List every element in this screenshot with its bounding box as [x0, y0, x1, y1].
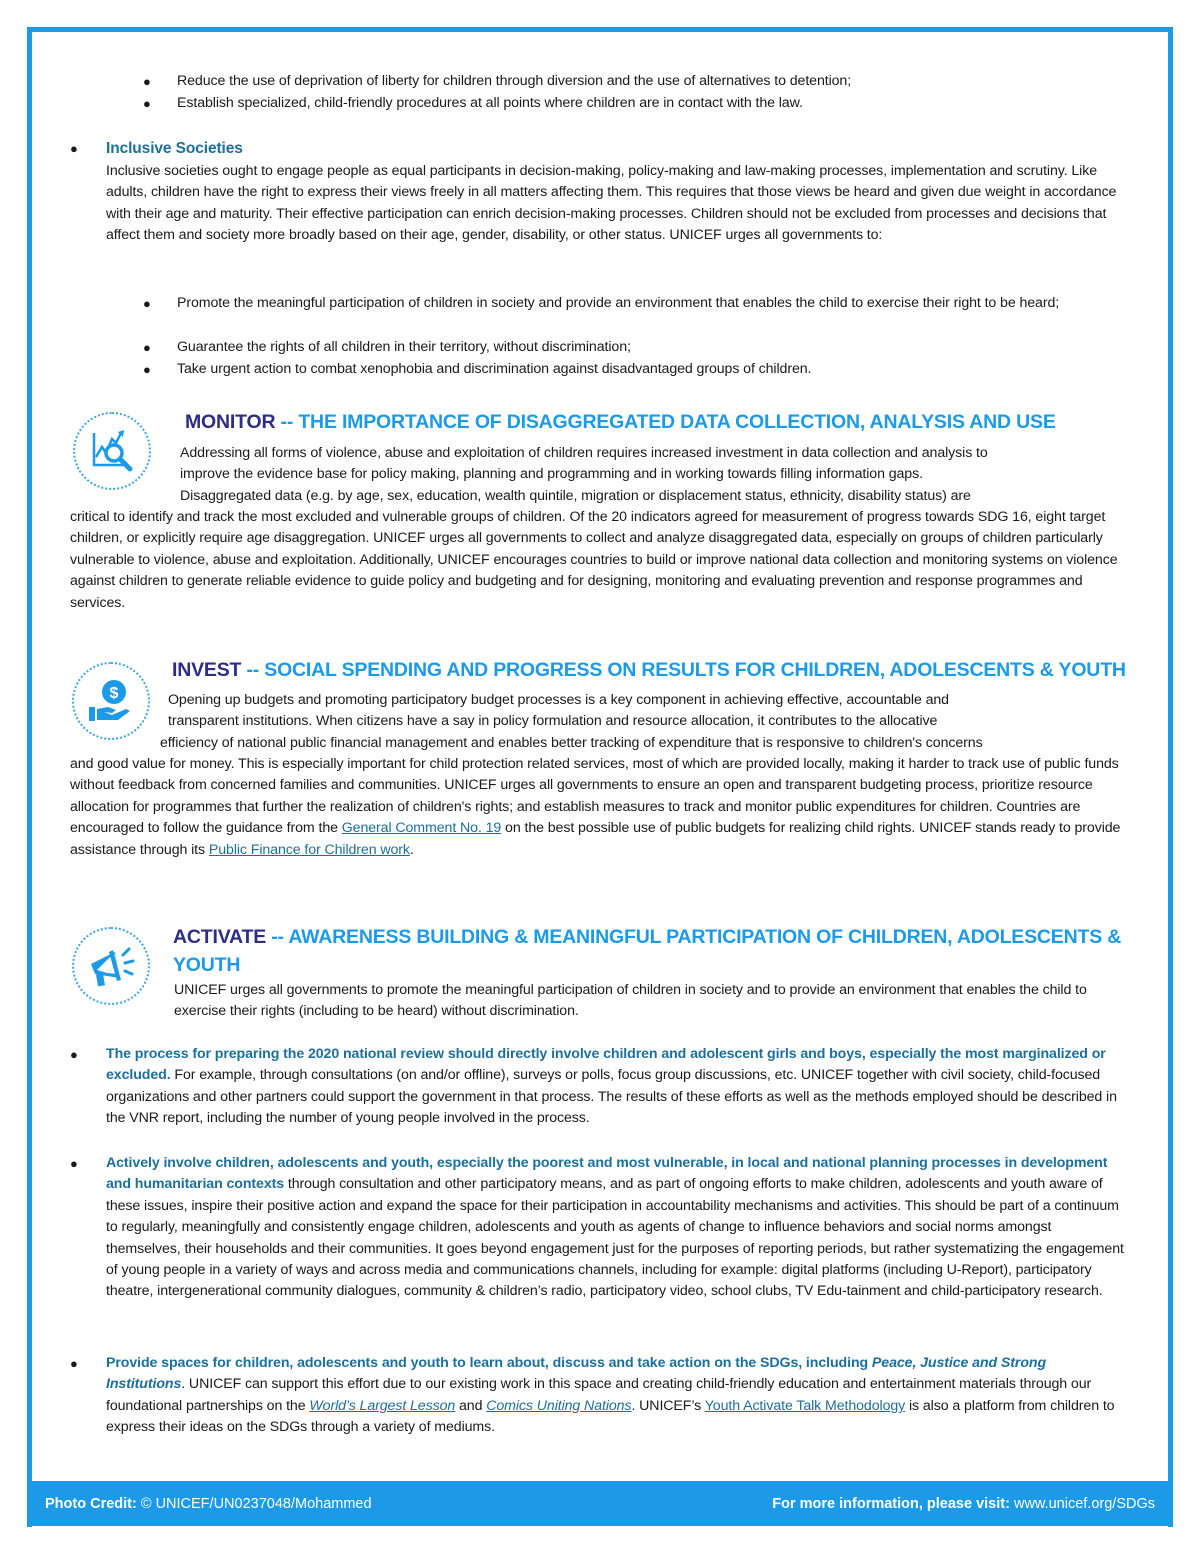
monitor-heading-rest: -- THE IMPORTANCE OF DISAGGREGATED DATA COLLECTION, ANALYSIS AND USE: [275, 411, 1056, 433]
invest-body: [70, 754, 1134, 861]
activate-bullet-3-text: and: [455, 1397, 487, 1414]
invest-line-3: efficiency of national public financial management and enables better tracking of expenditure that is responsive to children's concerns: [160, 735, 983, 751]
activate-heading-rest: -- AWARENESS BUILDING & MEANINGFUL PARTICIPATION OF CHILDREN, ADOLESCENTS & YOUTH: [173, 926, 1122, 976]
more-info: [772, 1496, 1155, 1512]
activate-bullet-2: [106, 1153, 1128, 1303]
bullet-dot: ●: [70, 1156, 78, 1171]
activate-intro: UNICEF urges all governments to promote the meaningful participation of children in society and to provide an environment that enables the child to exercise their rights (including to be heard) without discrimination.: [174, 982, 1087, 1020]
more-info-label: For more information, please visit:: [772, 1495, 1010, 1512]
more-info-url[interactable]: www.unicef.org/SDGs: [1009, 1495, 1155, 1512]
activate-heading: [173, 923, 1143, 979]
monitor-body: critical to identify and track the most excluded and vulnerable groups of children. Of the 20 indicators agreed for measurement of progress towards SDG 16, eight target children, or explicitly require age disaggregation. UNICEF urges all governments to collect and analyze disaggregated data, especially on groups of children particularly vulnerable to violence, abuse and exploitation. Additionally, UNICEF encourages countries to build or improve national data collection and monitoring systems on violence against children to generate reliable evidence to guide policy and budgeting and for designing, monitoring and evaluating prevention and response programmes and services.: [70, 509, 1118, 611]
inclusive-bullet-3: Take urgent action to combat xenophobia and discrimination against disadvantaged groups of children.: [177, 361, 812, 377]
activate-bullet-3-lead: Provide spaces for children, adolescents and youth to learn about, discuss and take action on the SDGs, including: [106, 1355, 872, 1371]
megaphone-icon: [72, 927, 150, 1005]
monitor-heading: [185, 408, 1056, 436]
invest-body-text: .: [409, 841, 414, 858]
bullet-dot: ●: [143, 96, 151, 111]
public-finance-link[interactable]: Public Finance for Children work: [208, 841, 410, 858]
inclusive-bullet-1: Promote the meaningful participation of children in society and provide an environment that enables the child to exercise their right to be heard;: [177, 295, 1060, 311]
svg-text:$: $: [109, 685, 119, 702]
general-comment-link[interactable]: General Comment No. 19: [341, 820, 502, 837]
photo-credit-value: © UNICEF/UN0237048/Mohammed: [136, 1495, 372, 1512]
invest-body-text: on the best possible use of public budgets for realizing child rights. UNICEF stands ready to provide assistance through its: [70, 820, 1121, 858]
bullet-dot: ●: [143, 362, 151, 377]
activate-bullet-3-text: . UNICEF’s: [631, 1397, 705, 1414]
invest-heading-rest: -- SOCIAL SPENDING AND PROGRESS ON RESULTS FOR CHILDREN, ADOLESCENTS & YOUTH: [241, 659, 1126, 681]
top-bullet-1: Reduce the use of deprivation of liberty for children through diversion and the use of alternatives to detention;: [177, 73, 852, 89]
invest-line-2: transparent institutions. When citizens have a say in policy formulation and resource allocation, it contributes to the allocative: [168, 713, 938, 729]
bullet-dot: ●: [70, 1047, 78, 1062]
activate-bullet-3-text: is also a platform from children to express their ideas on the SDGs through a variety of mediums.: [106, 1397, 1115, 1436]
activate-bullet-3-lead-italic: Peace, Justice and Strong Institutions: [106, 1355, 1047, 1393]
footer-bar: [27, 1481, 1173, 1526]
inclusive-bullet-2: Guarantee the rights of all children in their territory, without discrimination;: [177, 339, 631, 355]
monitor-line-1: Addressing all forms of violence, abuse and exploitation of children requires increased investment in data collection and analysis to: [180, 445, 988, 461]
activate-bullet-2-text: through consultation and other participatory means, and as part of ongoing efforts to make children, adolescents and youth aware of these issues, inspire their positive action and expand the space for their participation in accountability mechanisms and activities. This should be part of a continuum to regularly, meaningfully and consistently engage children, adolescents and youth as agents of change to influence behaviors and social norms amongst themselves, their households and their communities. It goes beyond engagement just for the purposes of reporting periods, but rather systematizing the engagement of young people in a variety of ways and across media and communications channels, including for example: digital platforms (including U-Report), participatory theatre, intergenerational community dialogues, community & children’s radio, participatory video, school clubs, TV Edu-tainment and child-participatory research.: [106, 1176, 1124, 1300]
photo-credit-label: Photo Credit:: [45, 1495, 137, 1512]
comics-uniting-nations-link[interactable]: Comics Uniting Nations: [486, 1397, 632, 1414]
monitor-line-2: improve the evidence base for policy making, planning and programming and in working towards filling information gaps.: [180, 466, 923, 482]
activate-bullet-3-text: . UNICEF can support this effort due to our existing work in this space and creating child-friendly education and entertainment materials through our foundational partnerships on the: [106, 1376, 1092, 1414]
activate-bullet-3: [106, 1353, 1128, 1439]
worlds-largest-lesson-link[interactable]: World’s Largest Lesson: [309, 1397, 456, 1414]
bullet-dot: ●: [143, 74, 151, 89]
inclusive-title: Inclusive Societies: [106, 140, 243, 157]
monitor-line-3: Disaggregated data (e.g. by age, sex, education, wealth quintile, migration or displacement status, ethnicity, disability status) are: [180, 488, 971, 504]
invest-heading: [172, 656, 1126, 684]
activate-keyword: ACTIVATE: [173, 926, 267, 948]
bullet-dot: ●: [143, 296, 151, 311]
bullet-dot: ●: [143, 340, 151, 355]
activate-bullet-1-text: For example, through consultations (on and/or offline), surveys or polls, focus group discussions, etc. UNICEF together with civil society, child-focused organizations and other partners could support the government in that process. The results of these efforts as well as the methods employed should be described in the VNR report, including the number of young people involved in the process.: [106, 1067, 1117, 1127]
data-magnifier-icon: [73, 412, 151, 490]
invest-line-1: Opening up budgets and promoting participatory budget processes is a key component in achieving effective, accountable and: [168, 692, 949, 708]
bullet-dot: ●: [70, 141, 78, 156]
photo-credit: [45, 1496, 372, 1512]
top-bullet-2: Establish specialized, child-friendly procedures at all points where children are in contact with the law.: [177, 95, 803, 111]
activate-bullet-2-lead: Actively involve children, adolescents and youth, especially the poorest and most vulnerable, in local and national planning processes in development and humanitarian contexts: [106, 1155, 1108, 1193]
invest-keyword: INVEST: [172, 659, 242, 681]
activate-bullet-1: [106, 1044, 1128, 1130]
bullet-dot: ●: [70, 1356, 78, 1371]
activate-bullet-1-lead: The process for preparing the 2020 national review should directly involve children and adolescent girls and boys, especially the most marginalized or excluded.: [106, 1046, 1106, 1084]
youth-activate-talk-link[interactable]: Youth Activate Talk Methodology: [704, 1397, 906, 1414]
monitor-keyword: MONITOR: [185, 411, 276, 433]
hand-dollar-icon: [72, 662, 150, 740]
inclusive-body: Inclusive societies ought to engage people as equal participants in decision-making, policy-making and law-making processes, implementation and scrutiny. Like adults, children have the right to express their views freely in all matters affecting them. This requires that those views be heard and given due weight in accordance with their age and maturity. Their effective participation can enrich decision-making processes. Children should not be excluded from processes and decisions that affect them and society more broadly based on their age, gender, disability, or other status. UNICEF urges all governments to:: [106, 163, 1117, 244]
invest-body-text: and good value for money. This is especially important for child protection related services, most of which are provided locally, making it harder to track use of public funds without feedback from concerned families and communities. UNICEF urges all governments to ensure an open and transparent budgeting process, prioritize resource allocation for programmes that further the realization of children's rights; and establish measures to track and monitor public expenditures for children. Countries are encouraged to follow the guidance from the: [70, 756, 1119, 837]
